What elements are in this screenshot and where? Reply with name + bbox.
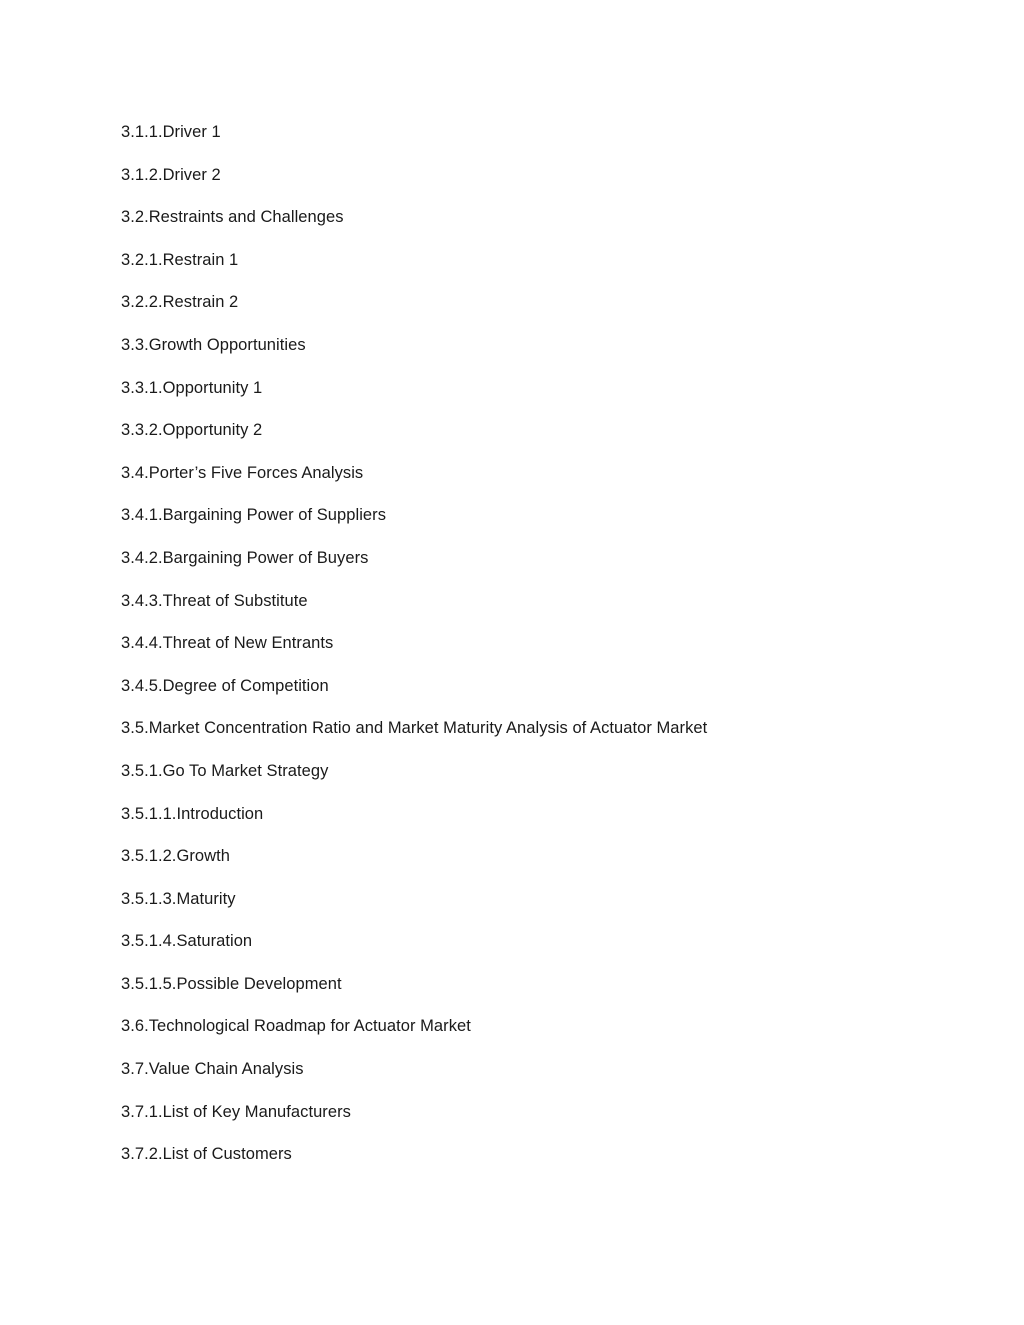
toc-entry: 3.5.1.Go To Market Strategy (121, 761, 329, 780)
toc-entry: 3.4.4.Threat of New Entrants (121, 634, 334, 653)
toc-entry: 3.4.Porter’s Five Forces Analysis (121, 463, 364, 482)
toc-entry: 3.3.1.Opportunity 1 (121, 378, 263, 397)
toc-entry: 3.5.1.3.Maturity (121, 889, 236, 908)
toc-entry: 3.1.2.Driver 2 (121, 165, 221, 184)
toc-entry: 3.7.Value Chain Analysis (121, 1060, 304, 1079)
toc-entry: 3.5.1.5.Possible Development (121, 974, 342, 993)
toc-entry: 3.5.Market Concentration Ratio and Market Maturity Analysis of Actuator Market (121, 719, 708, 738)
toc-entry: 3.5.1.4.Saturation (121, 932, 253, 951)
toc-entry: 3.7.1.List of Key Manufacturers (121, 1102, 351, 1121)
toc-entry: 3.4.2.Bargaining Power of Buyers (121, 548, 369, 567)
toc-entry: 3.4.3.Threat of Substitute (121, 591, 308, 610)
toc-entry: 3.4.1.Bargaining Power of Suppliers (121, 506, 386, 525)
toc-entry: 3.3.Growth Opportunities (121, 335, 306, 354)
toc-entry: 3.3.2.Opportunity 2 (121, 421, 263, 440)
toc-entry: 3.5.1.1.Introduction (121, 804, 264, 823)
toc-entry: 3.6.Technological Roadmap for Actuator Market (121, 1017, 471, 1036)
toc-entry: 3.2.1.Restrain 1 (121, 250, 239, 269)
toc-entry: 3.2.2.Restrain 2 (121, 293, 239, 312)
toc-entry: 3.5.1.2.Growth (121, 847, 230, 866)
toc-entry: 3.4.5.Degree of Competition (121, 676, 329, 695)
toc-entry: 3.7.2.List of Customers (121, 1145, 292, 1164)
toc-entry: 3.2.Restraints and Challenges (121, 208, 344, 227)
toc-entry: 3.1.1.Driver 1 (121, 123, 221, 141)
table-of-contents (121, 120, 707, 1185)
